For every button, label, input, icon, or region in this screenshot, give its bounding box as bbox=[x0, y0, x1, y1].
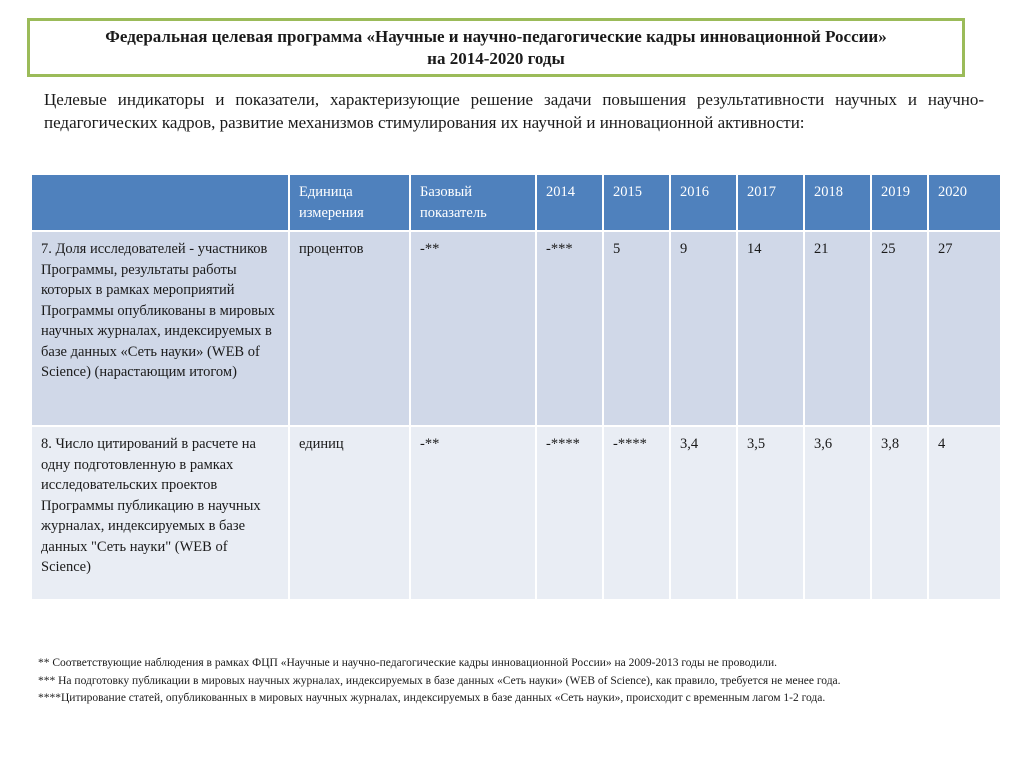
table-cell: 3,4 bbox=[670, 426, 737, 600]
table-row bbox=[31, 231, 1001, 426]
table-cell: -**** bbox=[536, 426, 603, 600]
table-cell: -** bbox=[410, 231, 536, 426]
table-header-row bbox=[31, 174, 1001, 231]
table-cell: 3,8 bbox=[871, 426, 928, 600]
table-cell: 3,6 bbox=[804, 426, 871, 600]
page-subtitle: на 2014-2020 годы bbox=[427, 48, 565, 68]
table-cell: 25 bbox=[871, 231, 928, 426]
table-cell: 5 bbox=[603, 231, 670, 426]
header-year-2015: 2015 bbox=[603, 174, 670, 231]
indicators-table bbox=[30, 173, 1002, 601]
table-cell: 14 bbox=[737, 231, 804, 426]
footnotes bbox=[38, 655, 992, 708]
footnote: ** Соответствующие наблюдения в рамках ФЦП «Научные и научно-педагогические кадры инновационной России» на 2009-2013 годы не проводили. bbox=[38, 657, 777, 669]
table-cell: -**** bbox=[603, 426, 670, 600]
table-cell-indicator: 8. Число цитирований в расчете на одну подготовленную в рамках исследовательских проектов Программы публикацию в научных журналах, индексируемых в базе данных "Сеть науки" (WEB of Science) bbox=[31, 426, 289, 600]
table-cell: процентов bbox=[289, 231, 410, 426]
table-row bbox=[31, 426, 1001, 600]
header-year-2018: 2018 bbox=[804, 174, 871, 231]
table-cell: 9 bbox=[670, 231, 737, 426]
header-year-2019: 2019 bbox=[871, 174, 928, 231]
table-cell: -** bbox=[410, 426, 536, 600]
table-cell: 3,5 bbox=[737, 426, 804, 600]
page-title: Федеральная целевая программа «Научные и научно-педагогические кадры инновационной России» bbox=[105, 26, 887, 46]
intro-paragraph: Целевые индикаторы и показатели, характеризующие решение задачи повышения результативности научных и научно-педагогических кадров, развитие механизмов стимулирования их научной и инновационной активности: bbox=[44, 90, 984, 132]
title-box bbox=[27, 18, 965, 77]
table-cell-indicator: 7. Доля исследователей - участников Программы, результаты работы которых в рамках мероприятий Программы опубликованы в мировых научных журналах, индексируемых в базе данных «Сеть науки» (WEB of Science) (нарастающим итогом) bbox=[31, 231, 289, 426]
header-unit: Единица измерения bbox=[289, 174, 410, 231]
footnote: *** На подготовку публикации в мировых научных журналах, индексируемых в базе данных «Сеть науки» (WEB of Science), как правило, требуется не менее года. bbox=[38, 674, 841, 687]
table-cell: единиц bbox=[289, 426, 410, 600]
table-cell: 4 bbox=[928, 426, 1001, 600]
header-year-2016: 2016 bbox=[670, 174, 737, 231]
table-cell: -*** bbox=[536, 231, 603, 426]
footnote: ****Цитирование статей, опубликованных в мировых научных журналах, индексируемых в базе данных «Сеть науки», происходит с временным лагом 1-2 года. bbox=[38, 692, 826, 704]
header-base-value: Базовый показатель bbox=[410, 174, 536, 231]
header-year-2020: 2020 bbox=[928, 174, 1001, 231]
table-cell: 27 bbox=[928, 231, 1001, 426]
header-indicator bbox=[31, 174, 289, 231]
header-year-2014: 2014 bbox=[536, 174, 603, 231]
header-year-2017: 2017 bbox=[737, 174, 804, 231]
table-cell: 21 bbox=[804, 231, 871, 426]
